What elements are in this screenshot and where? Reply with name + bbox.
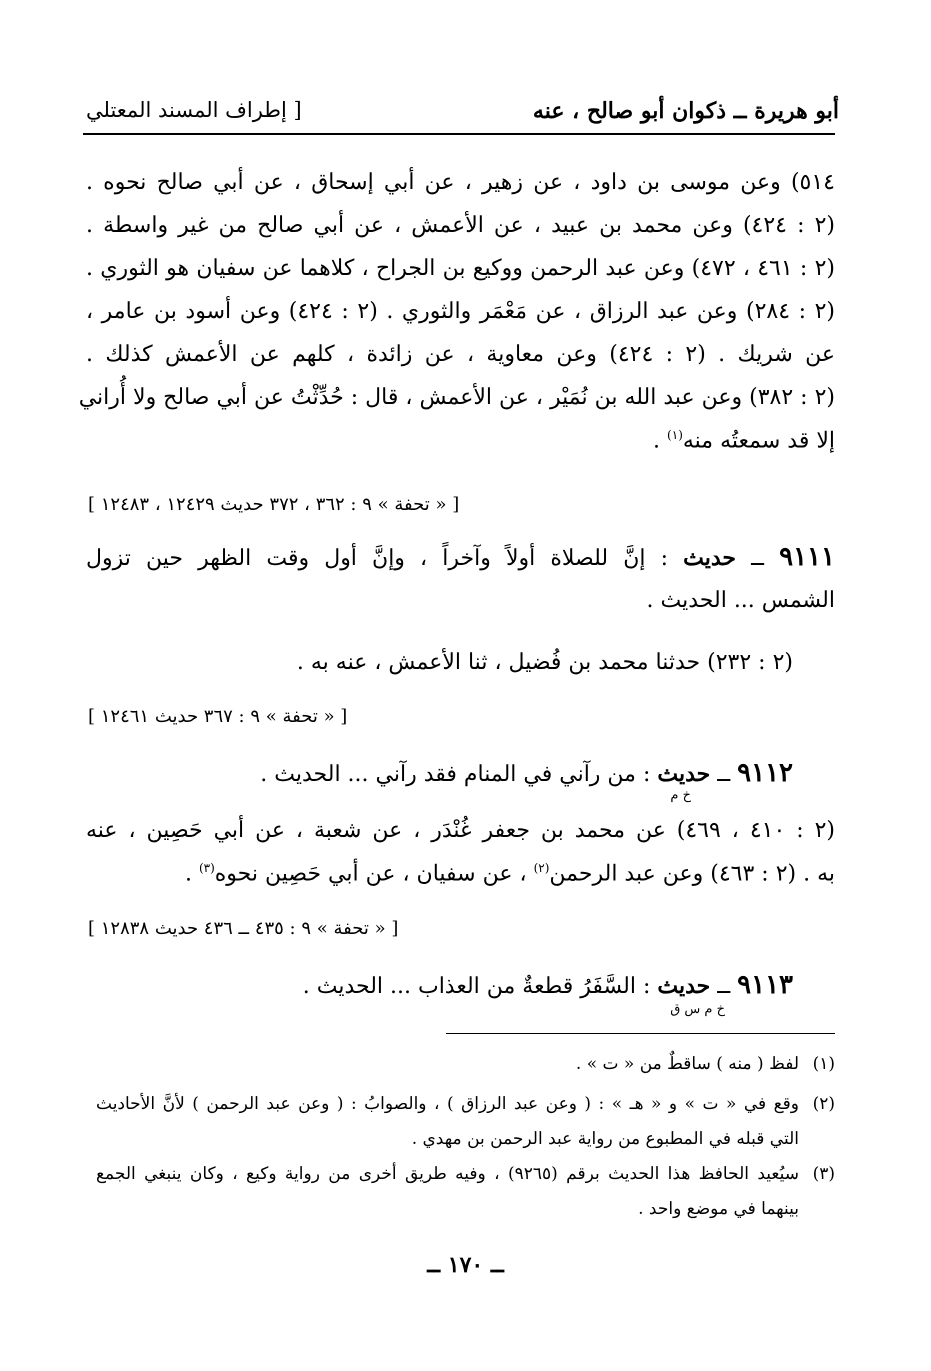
text-line: (٢ : ٣٨٢) وعن عبد الله بن نُمَيْر ، عن الأعمش ، قال : حُدِّثْتُ عن أبي صالح ولا أُراني: [78, 385, 835, 410]
hadith-9113: ٩١١٣ ــ حديث : السَّفَرُ قطعةٌ من العذاب ... الحديث .: [302, 970, 793, 1000]
footnote-text: وقع في « ت » و « هـ » : ( وعن عبد الرزاق ) ، والصوابُ : ( وعن عبد الرحمن ) لأنَّ الأحاديث: [96, 1094, 799, 1114]
footnote-ref: (١): [667, 428, 683, 442]
hadith-sigla: خ م: [670, 788, 691, 803]
hadith-label: حديث: [657, 973, 711, 999]
sanad-part: ، عن سفيان ، عن أبي حَصِين نحوه: [214, 861, 527, 887]
hadith-text: : إنَّ للصلاة أولاً وآخراً ، وإنَّ أول وقت الظهر حين تزول: [86, 546, 668, 571]
footnote-text: التي قبله في المطبوع من رواية عبد الرحمن بن مهدي .: [411, 1129, 799, 1149]
tuhfa-reference: [ « تحفة » ٩ : ٣٦٧ حديث ١٢٤٦١ ]: [88, 706, 348, 727]
text-line: ٥١٤) وعن موسى بن داود ، عن زهير ، عن أبي إسحاق ، عن أبي صالح نحوه .: [86, 170, 835, 195]
text-line: (٢ : ٤٢٤) وعن محمد بن عبيد ، عن الأعمش ، عن أبي صالح من غير واسطة .: [86, 213, 835, 238]
footnote-number: (٢): [812, 1094, 835, 1114]
hadith-9111: ٩١١١ ــ حديث : إنَّ للصلاة أولاً وآخراً ، وإنَّ أول وقت الظهر حين تزول: [86, 542, 835, 572]
text-line: (٢ : ٢٨٤) وعن عبد الرزاق ، عن مَعْمَر والثوري . (٢ : ٤٢٤) وعن أسود بن عامر ،: [86, 299, 836, 324]
hadith-text: : السَّفَرُ قطعةٌ من العذاب ... الحديث .: [302, 974, 651, 999]
text-line: إلا قد سمعتُه منه$^{(١)}$ .: [653, 428, 835, 454]
footnote-text: سيُعيد الحافظ هذا الحديث برقم (٩٢٦٥) ، وفيه طريق أخرى من رواية وكيع ، وكان ينبغي الجمع: [96, 1164, 799, 1184]
hadith-sanad: (٢ : ٢٣٢) حدثنا محمد بن فُضيل ، ثنا الأعمش ، عنه به .: [296, 650, 793, 675]
hadith-sigla: خ م س ق: [670, 1002, 725, 1017]
text-line-content: إلا قد سمعتُه منه: [682, 428, 835, 454]
page-number: ــ ١٧٠ ــ: [427, 1252, 504, 1278]
hadith-sanad: (٢ : ٤١٠ ، ٤٦٩) عن محمد بن جعفر غُنْدَر ، عن شعبة ، عن أبي حَصِين ، عنه: [86, 818, 835, 843]
hadith-text: : من رآني في المنام فقد رآني ... الحديث .: [260, 762, 651, 787]
text-line: (٢ : ٤٦١ ، ٤٧٢) وعن عبد الرحمن ووكيع بن الجراح ، كلاهما عن سفيان هو الثوري .: [86, 256, 835, 281]
hadith-number: ٩١١٣: [737, 970, 793, 1000]
hadith-9112: ٩١١٢ ــ حديث : من رآني في المنام فقد رآني ... الحديث .: [260, 758, 793, 788]
footnote-text: لفظ ( منه ) ساقطٌ من « ت » .: [575, 1054, 799, 1074]
hadith-sanad: به . (٢ : ٤٦٣) وعن عبد الرحمن$^{(٢)}$ ، عن سفيان ، عن أبي حَصِين نحوه$^{(٣)}$ .: [184, 861, 835, 887]
tuhfa-reference: [ « تحفة » ٩ : ٣٦٢ ، ٣٧٢ حديث ١٢٤٢٩ ، ١٢٤٨٣ ]: [88, 494, 460, 515]
footnote-rule: [446, 1033, 835, 1034]
hadith-number: ٩١١١: [779, 542, 835, 572]
footnote-ref: (٣): [198, 861, 215, 875]
footnote-number: (٣): [812, 1164, 835, 1184]
footnote-ref: (٢): [533, 861, 550, 875]
running-head-title: أبو هريرة ــ ذكوان أبو صالح ، عنه: [532, 98, 839, 124]
hadith-label: حديث: [683, 545, 736, 571]
hadith-label: حديث: [657, 761, 711, 787]
hadith-text-line: الشمس ... الحديث .: [646, 588, 835, 613]
footnote-text: بينهما في موضع واحد .: [638, 1199, 799, 1219]
text-line: عن شريك . (٢ : ٤٢٤) وعن معاوية ، عن زائدة ، كلهم عن الأعمش كذلك .: [86, 342, 835, 367]
hadith-number: ٩١١٢: [737, 758, 793, 788]
header-rule: [83, 133, 835, 135]
sanad-part: به . (٢ : ٤٦٣) وعن عبد الرحمن: [549, 861, 835, 887]
running-head-book: [ إطراف المسند المعتلي: [86, 98, 302, 122]
tuhfa-reference: [ « تحفة » ٩ : ٤٣٥ ــ ٤٣٦ حديث ١٢٨٣٨ ]: [88, 918, 399, 939]
footnote-number: (١): [812, 1054, 835, 1074]
